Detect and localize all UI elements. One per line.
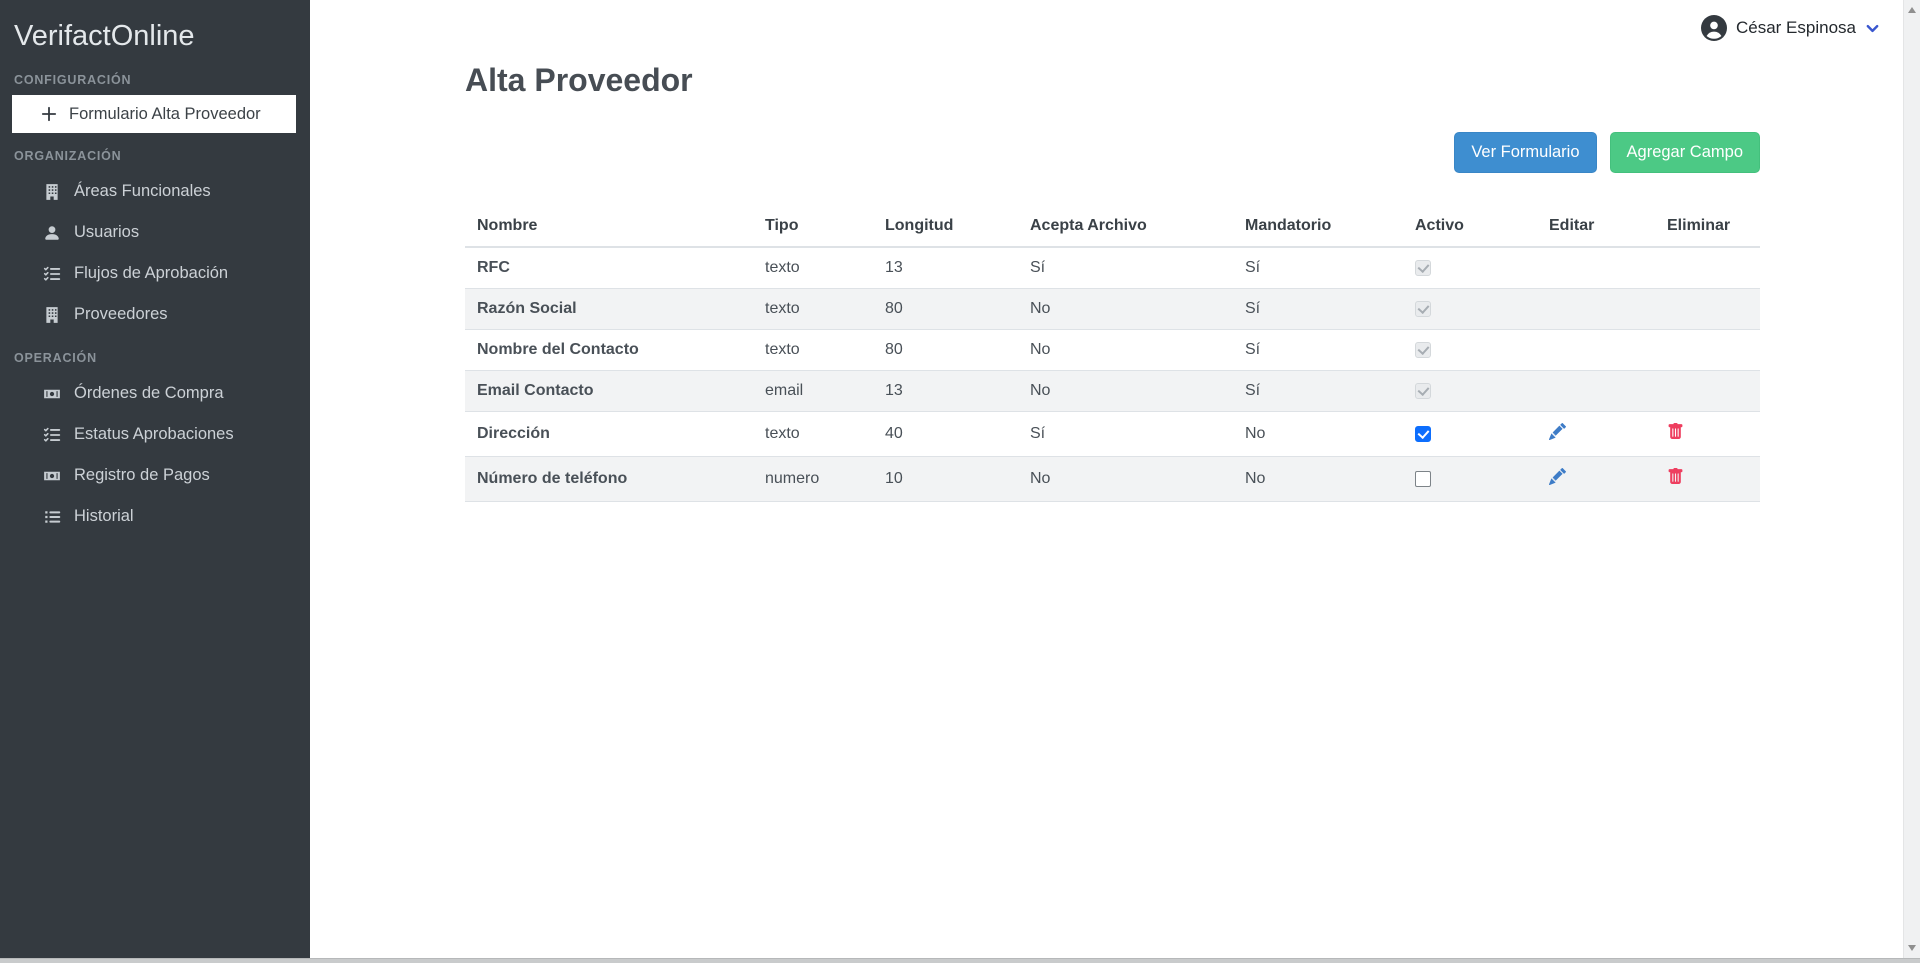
cell-longitud: 10 bbox=[873, 457, 1018, 502]
cell-editar bbox=[1537, 330, 1655, 371]
cell-nombre: Email Contacto bbox=[465, 371, 753, 412]
cell-eliminar bbox=[1655, 457, 1760, 502]
plus-icon bbox=[40, 105, 58, 123]
cell-longitud: 13 bbox=[873, 371, 1018, 412]
user-avatar-icon bbox=[1701, 15, 1727, 41]
cell-activo bbox=[1403, 289, 1537, 330]
sidebar-item-usuarios[interactable] bbox=[0, 212, 310, 253]
active-checkbox bbox=[1415, 383, 1431, 399]
cell-longitud: 80 bbox=[873, 330, 1018, 371]
cell-activo bbox=[1403, 457, 1537, 502]
cell-tipo: email bbox=[753, 371, 873, 412]
column-header-mandatorio: Mandatorio bbox=[1233, 206, 1403, 247]
cell-tipo: texto bbox=[753, 289, 873, 330]
column-header-nombre: Nombre bbox=[465, 206, 753, 247]
content bbox=[310, 62, 1903, 502]
sidebar-item-label: Flujos de Aprobación bbox=[74, 264, 229, 283]
sidebar-item-label: Usuarios bbox=[74, 223, 140, 242]
cell-nombre: Dirección bbox=[465, 412, 753, 457]
sidebar-item-label: Formulario Alta Proveedor bbox=[69, 104, 261, 123]
sidebar-item-flujos-de-aprobacion[interactable] bbox=[0, 253, 310, 294]
actions-bar bbox=[465, 132, 1760, 173]
building-icon bbox=[43, 183, 61, 201]
cell-mandatorio: No bbox=[1233, 412, 1403, 457]
sidebar-item-label: Historial bbox=[74, 507, 134, 526]
sidebar-item-historial[interactable] bbox=[0, 496, 310, 537]
cash-icon bbox=[43, 467, 61, 485]
cell-acepta-archivo: No bbox=[1018, 457, 1233, 502]
cell-longitud: 40 bbox=[873, 412, 1018, 457]
column-header-tipo: Tipo bbox=[753, 206, 873, 247]
cell-eliminar bbox=[1655, 330, 1760, 371]
sidebar-item-label: Áreas Funcionales bbox=[74, 182, 211, 201]
table-row-rfc bbox=[465, 247, 1760, 289]
sidebar-item-ordenes-de-compra[interactable] bbox=[0, 373, 310, 414]
table-row-email-contacto bbox=[465, 371, 1760, 412]
sidebar-item-label: Proveedores bbox=[74, 305, 168, 324]
cell-tipo: texto bbox=[753, 330, 873, 371]
sidebar-item-registro-de-pagos[interactable] bbox=[0, 455, 310, 496]
building-icon bbox=[43, 306, 61, 324]
cell-eliminar bbox=[1655, 247, 1760, 289]
cell-tipo: texto bbox=[753, 247, 873, 289]
cell-activo bbox=[1403, 371, 1537, 412]
scroll-down-arrow-icon[interactable] bbox=[1908, 945, 1916, 951]
user-menu[interactable] bbox=[1701, 15, 1880, 41]
checklist-icon bbox=[43, 426, 61, 444]
column-header-eliminar: Eliminar bbox=[1655, 206, 1760, 247]
active-checkbox bbox=[1415, 260, 1431, 276]
cell-nombre: Razón Social bbox=[465, 289, 753, 330]
cell-tipo: numero bbox=[753, 457, 873, 502]
sidebar-item-label: Órdenes de Compra bbox=[74, 384, 224, 403]
sidebar-item-label: Registro de Pagos bbox=[74, 466, 210, 485]
vertical-scrollbar[interactable] bbox=[1903, 0, 1920, 958]
cell-tipo: texto bbox=[753, 412, 873, 457]
delete-button[interactable] bbox=[1667, 468, 1684, 485]
cell-acepta-archivo: No bbox=[1018, 289, 1233, 330]
cell-mandatorio: No bbox=[1233, 457, 1403, 502]
cell-longitud: 80 bbox=[873, 289, 1018, 330]
chevron-down-icon bbox=[1865, 21, 1880, 36]
cell-mandatorio: Sí bbox=[1233, 289, 1403, 330]
person-icon bbox=[43, 224, 61, 242]
scroll-up-arrow-icon[interactable] bbox=[1908, 7, 1916, 13]
view-form-button[interactable]: Ver Formulario bbox=[1454, 132, 1596, 173]
cell-editar bbox=[1537, 457, 1655, 502]
horizontal-scrollbar[interactable] bbox=[0, 958, 1920, 963]
edit-button[interactable] bbox=[1549, 468, 1566, 485]
table-header-row bbox=[465, 206, 1760, 247]
cell-nombre: Número de teléfono bbox=[465, 457, 753, 502]
table-row-numero-de-telefono bbox=[465, 457, 1760, 502]
delete-button[interactable] bbox=[1667, 423, 1684, 440]
add-field-button[interactable]: Agregar Campo bbox=[1610, 132, 1760, 173]
active-checkbox bbox=[1415, 342, 1431, 358]
cell-mandatorio: Sí bbox=[1233, 371, 1403, 412]
main-area bbox=[310, 0, 1903, 502]
list-icon bbox=[43, 508, 61, 526]
cell-acepta-archivo: Sí bbox=[1018, 412, 1233, 457]
cell-activo bbox=[1403, 412, 1537, 457]
active-checkbox[interactable] bbox=[1415, 426, 1431, 442]
sidebar-section-label: ORGANIZACIÓN bbox=[14, 149, 122, 164]
cell-editar bbox=[1537, 289, 1655, 330]
cell-acepta-archivo: Sí bbox=[1018, 247, 1233, 289]
cell-acepta-archivo: No bbox=[1018, 330, 1233, 371]
sidebar-nav bbox=[0, 73, 310, 537]
fields-table bbox=[465, 206, 1760, 502]
sidebar-section-label: CONFIGURACIÓN bbox=[14, 73, 132, 88]
table-body bbox=[465, 247, 1760, 502]
column-header-longitud: Longitud bbox=[873, 206, 1018, 247]
table-row-razon-social bbox=[465, 289, 1760, 330]
sidebar-item-areas-funcionales[interactable] bbox=[0, 171, 310, 212]
cell-eliminar bbox=[1655, 371, 1760, 412]
active-checkbox bbox=[1415, 301, 1431, 317]
sidebar-item-label: Estatus Aprobaciones bbox=[74, 425, 234, 444]
column-header-activo: Activo bbox=[1403, 206, 1537, 247]
sidebar bbox=[0, 0, 310, 958]
cell-nombre: RFC bbox=[465, 247, 753, 289]
cell-acepta-archivo: No bbox=[1018, 371, 1233, 412]
column-header-editar: Editar bbox=[1537, 206, 1655, 247]
table-row-direccion bbox=[465, 412, 1760, 457]
cell-editar bbox=[1537, 247, 1655, 289]
sidebar-item-proveedores[interactable] bbox=[0, 294, 310, 335]
edit-button[interactable] bbox=[1549, 423, 1566, 440]
cell-mandatorio: Sí bbox=[1233, 330, 1403, 371]
cell-editar bbox=[1537, 371, 1655, 412]
page-title: Alta Proveedor bbox=[465, 62, 693, 98]
cash-icon bbox=[43, 385, 61, 403]
user-name: César Espinosa bbox=[1735, 18, 1856, 37]
active-checkbox[interactable] bbox=[1415, 471, 1431, 487]
cell-eliminar bbox=[1655, 289, 1760, 330]
cell-eliminar bbox=[1655, 412, 1760, 457]
sidebar-item-estatus-aprobaciones[interactable] bbox=[0, 414, 310, 455]
column-header-acepta-archivo: Acepta Archivo bbox=[1018, 206, 1233, 247]
topbar bbox=[310, 0, 1903, 56]
table-row-nombre-del-contacto bbox=[465, 330, 1760, 371]
cell-editar bbox=[1537, 412, 1655, 457]
cell-mandatorio: Sí bbox=[1233, 247, 1403, 289]
cell-activo bbox=[1403, 330, 1537, 371]
checklist-icon bbox=[43, 265, 61, 283]
cell-nombre: Nombre del Contacto bbox=[465, 330, 753, 371]
brand: VerifactOnline bbox=[14, 20, 195, 52]
sidebar-item-formulario-alta-proveedor[interactable] bbox=[12, 95, 296, 133]
sidebar-section-label: OPERACIÓN bbox=[14, 351, 97, 366]
cell-activo bbox=[1403, 247, 1537, 289]
cell-longitud: 13 bbox=[873, 247, 1018, 289]
